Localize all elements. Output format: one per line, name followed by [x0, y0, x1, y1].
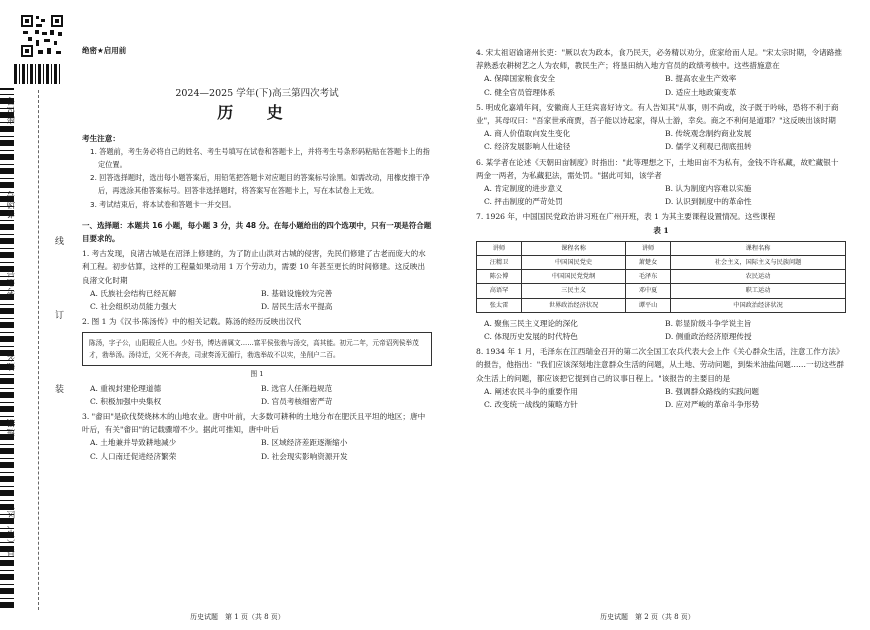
notice-item: 3. 考试结束后，将本试卷和答题卡一并交回。: [90, 199, 236, 209]
option-d: D. 社会现实影响资源开发: [261, 451, 348, 461]
table-cell: 高语罕: [477, 284, 522, 298]
table-row: [477, 270, 846, 284]
subject-title: 历 史: [217, 103, 297, 123]
table-cell: 邓中夏: [626, 284, 671, 298]
option-a: A. 保障国家粮食安全: [484, 74, 556, 84]
question-7: [476, 210, 846, 343]
option-b: B. 区域经济差距逐渐缩小: [261, 438, 348, 448]
table-cell: 谭平山: [626, 298, 671, 312]
option-a: A. 重视封建伦理道德: [90, 383, 162, 393]
bind-mark-bind: 装: [53, 384, 63, 393]
table-header: 课程名称: [521, 241, 625, 255]
candidate-number-label: 考生号: [7, 268, 17, 297]
question-stem: 5. 明成化嘉靖年间，安徽商人王廷宾喜好诗文。有人告知其"从事，则不尚或，汝子既于吟咏，恐将不利于商业"，其母叹曰："吾家世承商贾，吾子能以诗起家，得从士游，幸矣。商之不利何是道耶？"这反映出该时期: [476, 102, 839, 126]
table-cell: 中国国民党史: [521, 256, 625, 270]
option-b: B. 提高农业生产效率: [665, 74, 737, 84]
table-cell: 农民运动: [671, 270, 846, 284]
table-cell: 汪精卫: [477, 256, 522, 270]
option-b: B. 选官人任渐趋规范: [261, 383, 333, 393]
binding-line: [38, 90, 39, 610]
option-a: A. 肯定制度的进步意义: [484, 184, 563, 194]
option-c: C. 积极加强中央集权: [90, 396, 162, 406]
table-cell: 中国政治经济状况: [671, 298, 846, 312]
course-table: [476, 241, 846, 313]
option-c: C. 抨击制度的严苛处罚: [484, 197, 563, 207]
option-a: A. 阐述农民斗争的重要作用: [484, 386, 578, 396]
page-footer: 历史试题 第 2 页（共 8 页）: [600, 613, 695, 621]
question-4: [476, 46, 846, 99]
option-b: B. 基础设施较为完善: [261, 288, 333, 298]
exam-title: 2024—2025 学年(下)高三第四次考试: [175, 88, 339, 100]
table-cell: 社会主义，国际主义与民族问题: [671, 256, 846, 270]
option-a: A. 土地兼并导致耕地减少: [90, 438, 177, 448]
option-b: B. 强调群众路线的实践问题: [665, 386, 759, 396]
figure-caption: 图 1: [250, 370, 264, 379]
bind-mark-staple: 订: [53, 310, 63, 319]
question-6: [476, 156, 846, 209]
table-cell: 中国国民党党纲: [521, 270, 625, 284]
binding-margin: [0, 0, 70, 630]
option-c: C. 人口南迁促进经济繁荣: [90, 451, 177, 461]
question-stem: 3. "畬田"是砍伐焚烧林木的山地农业。唐中叶前，大多数可耕种的土地分布在肥沃且平坦的地区；唐中叶后，有关"畬田"的记载骤增不少。据此可推知，唐中叶后: [82, 412, 426, 435]
table-cell: 世界政治经济状况: [521, 298, 625, 312]
section-heading: 一、选择题：本题共 16 小题，每小题 3 分，共 48 分。在每小题给出的四个选项中，只有一项是符合题目要求的。: [82, 220, 432, 244]
option-a: A. 商人价值取向发生变化: [484, 129, 571, 139]
table-cell: 张太雷: [477, 298, 522, 312]
seat-number-label: 座位号: [7, 96, 17, 125]
table-header: 讲师: [626, 241, 671, 255]
question-3: [82, 410, 432, 463]
option-d: D. 官员考核细密严苛: [261, 396, 333, 406]
name-label: 姓名: [7, 352, 17, 371]
table-cell: 职工运动: [671, 284, 846, 298]
option-d: D. 儒学义利观已彻底扭转: [665, 142, 752, 152]
question-stem: 6. 某学者在论述《天朝田亩制度》时指出："此等理想之下，土地田亩不为私有，金钱不许私藏，故贮藏银十两金一两者，为私藏犯法，需处罚。"据此可知，该学者: [476, 157, 839, 180]
right-content: [476, 44, 846, 411]
table-row: [477, 298, 846, 312]
table-cell: 萧楚女: [626, 256, 671, 270]
option-c: C. 社会组织动员能力强大: [90, 302, 177, 312]
table-header: 课程名称: [671, 241, 846, 255]
barcode-icon: [14, 64, 60, 84]
option-d: D. 认识到制度中的革命性: [665, 197, 752, 207]
table-header: 讲师: [477, 241, 522, 255]
option-d: D. 适应土地政策变革: [665, 87, 737, 97]
option-c: C. 改变统一战线的策略方针: [484, 400, 578, 410]
option-d: D. 居民生活水平提高: [261, 302, 333, 312]
option-c: C. 经济发展影响人仕途径: [484, 142, 571, 152]
question-stem: 7. 1926 年，中国国民党政治讲习班在广州开班，表 1 为其主要课程设置情况。这些课程: [476, 212, 776, 222]
question-1: [82, 247, 432, 313]
table-row: [477, 256, 846, 270]
left-content: [82, 44, 432, 463]
question-stem: 1. 考古发现，良渚古城是在沼泽上修建的，为了防止山洪对古城的侵害，先民们修建了古老而庞大的水利工程。初步估算，这样的工程量如果动用 1 万个劳动力，需要 10 年甚至更长的时间修建。这反映出良渚文化时期: [82, 249, 426, 285]
exam-room-label: 考场号: [7, 190, 17, 219]
option-a: A. 聚焦三民主义理论的深化: [484, 318, 578, 328]
table-cell: 陈公博: [477, 270, 522, 284]
notice-heading: 考生注意：: [82, 133, 120, 143]
question-5: [476, 101, 846, 154]
option-c: C. 体现历史发展的时代特色: [484, 332, 578, 342]
qr-code-icon: [20, 14, 64, 58]
table-cell: 毛泽东: [626, 270, 671, 284]
class-label: 班级: [7, 418, 17, 437]
option-b: B. 传统观念制约商业发展: [665, 129, 752, 139]
question-stem: 2. 图 1 为《汉书·陈汤传》中的相关记载。陈汤的经历反映出汉代: [82, 317, 302, 327]
figure-excerpt: 陈汤，字子公，山阳瑕丘人也。少好书，博达善属文……富平侯张勃与汤交，高其能。初元二年，元帝诏列侯举茂才，勃举汤。汤待迁，父死不奔丧，司隶奏汤无循行，勃选举故不以实，坐削户二百。: [82, 332, 432, 366]
option-a: A. 氏族社会结构已经瓦解: [90, 288, 177, 298]
question-stem: 4. 宋太祖诏谕诸州长吏："厥以农为政本，食乃民天，必务精以劝分，庶家给而人足。"宋太宗时期，令诸路推荐熟悉农耕树艺之人为农师，教民生产；将垦田纳入地方官员的政绩考核中。这些措施意在: [476, 48, 842, 71]
notice-item: 2. 回答选择题时，选出每小题答案后，用铅笔把答题卡对应题目的答案标号涂黑。如需改动，用橡皮擦干净后，再选涂其他答案标号。回答非选择题时，将答案写在答题卡上，写在本试卷上无效。: [90, 173, 430, 196]
secret-label: 绝密★启用前: [82, 46, 127, 55]
county-label: 县（市、区）: [7, 500, 17, 557]
table-caption: 表 1: [653, 225, 669, 235]
option-d: D. 侧重政治经济原理传授: [665, 332, 752, 342]
option-b: B. 彰显阶级斗争学说主旨: [665, 318, 752, 328]
question-stem: 8. 1934 年 1 月，毛泽东在江西瑞金召开的第二次全国工农兵代表大会上作《关心群众生活，注意工作方法》的报告，他指出："我们应该深刻地注意群众生活的问题，从土地、劳动问题，到柴米油盐问题……一切这些群众生活上的问题，都应该把它提到自己的议事日程上。"该报告的主要目的是: [476, 347, 844, 383]
page-footer: 历史试题 第 1 页（共 8 页）: [190, 613, 285, 621]
option-d: D. 应对严峻的革命斗争形势: [665, 400, 760, 410]
notice-item: 1. 答题前，考生务必将自己的姓名、考生号填写在试卷和答题卡上，并将考生号条形码粘贴在答题卡上的指定位置。: [90, 146, 430, 170]
table-row: [477, 284, 846, 298]
question-2: [82, 315, 432, 408]
option-c: C. 健全官员管理体系: [484, 87, 556, 97]
bind-mark-line: 线: [53, 236, 63, 245]
table-cell: 三民主义: [521, 284, 625, 298]
option-b: B. 认为制度内容难以实施: [665, 184, 752, 194]
question-8: [476, 345, 846, 411]
